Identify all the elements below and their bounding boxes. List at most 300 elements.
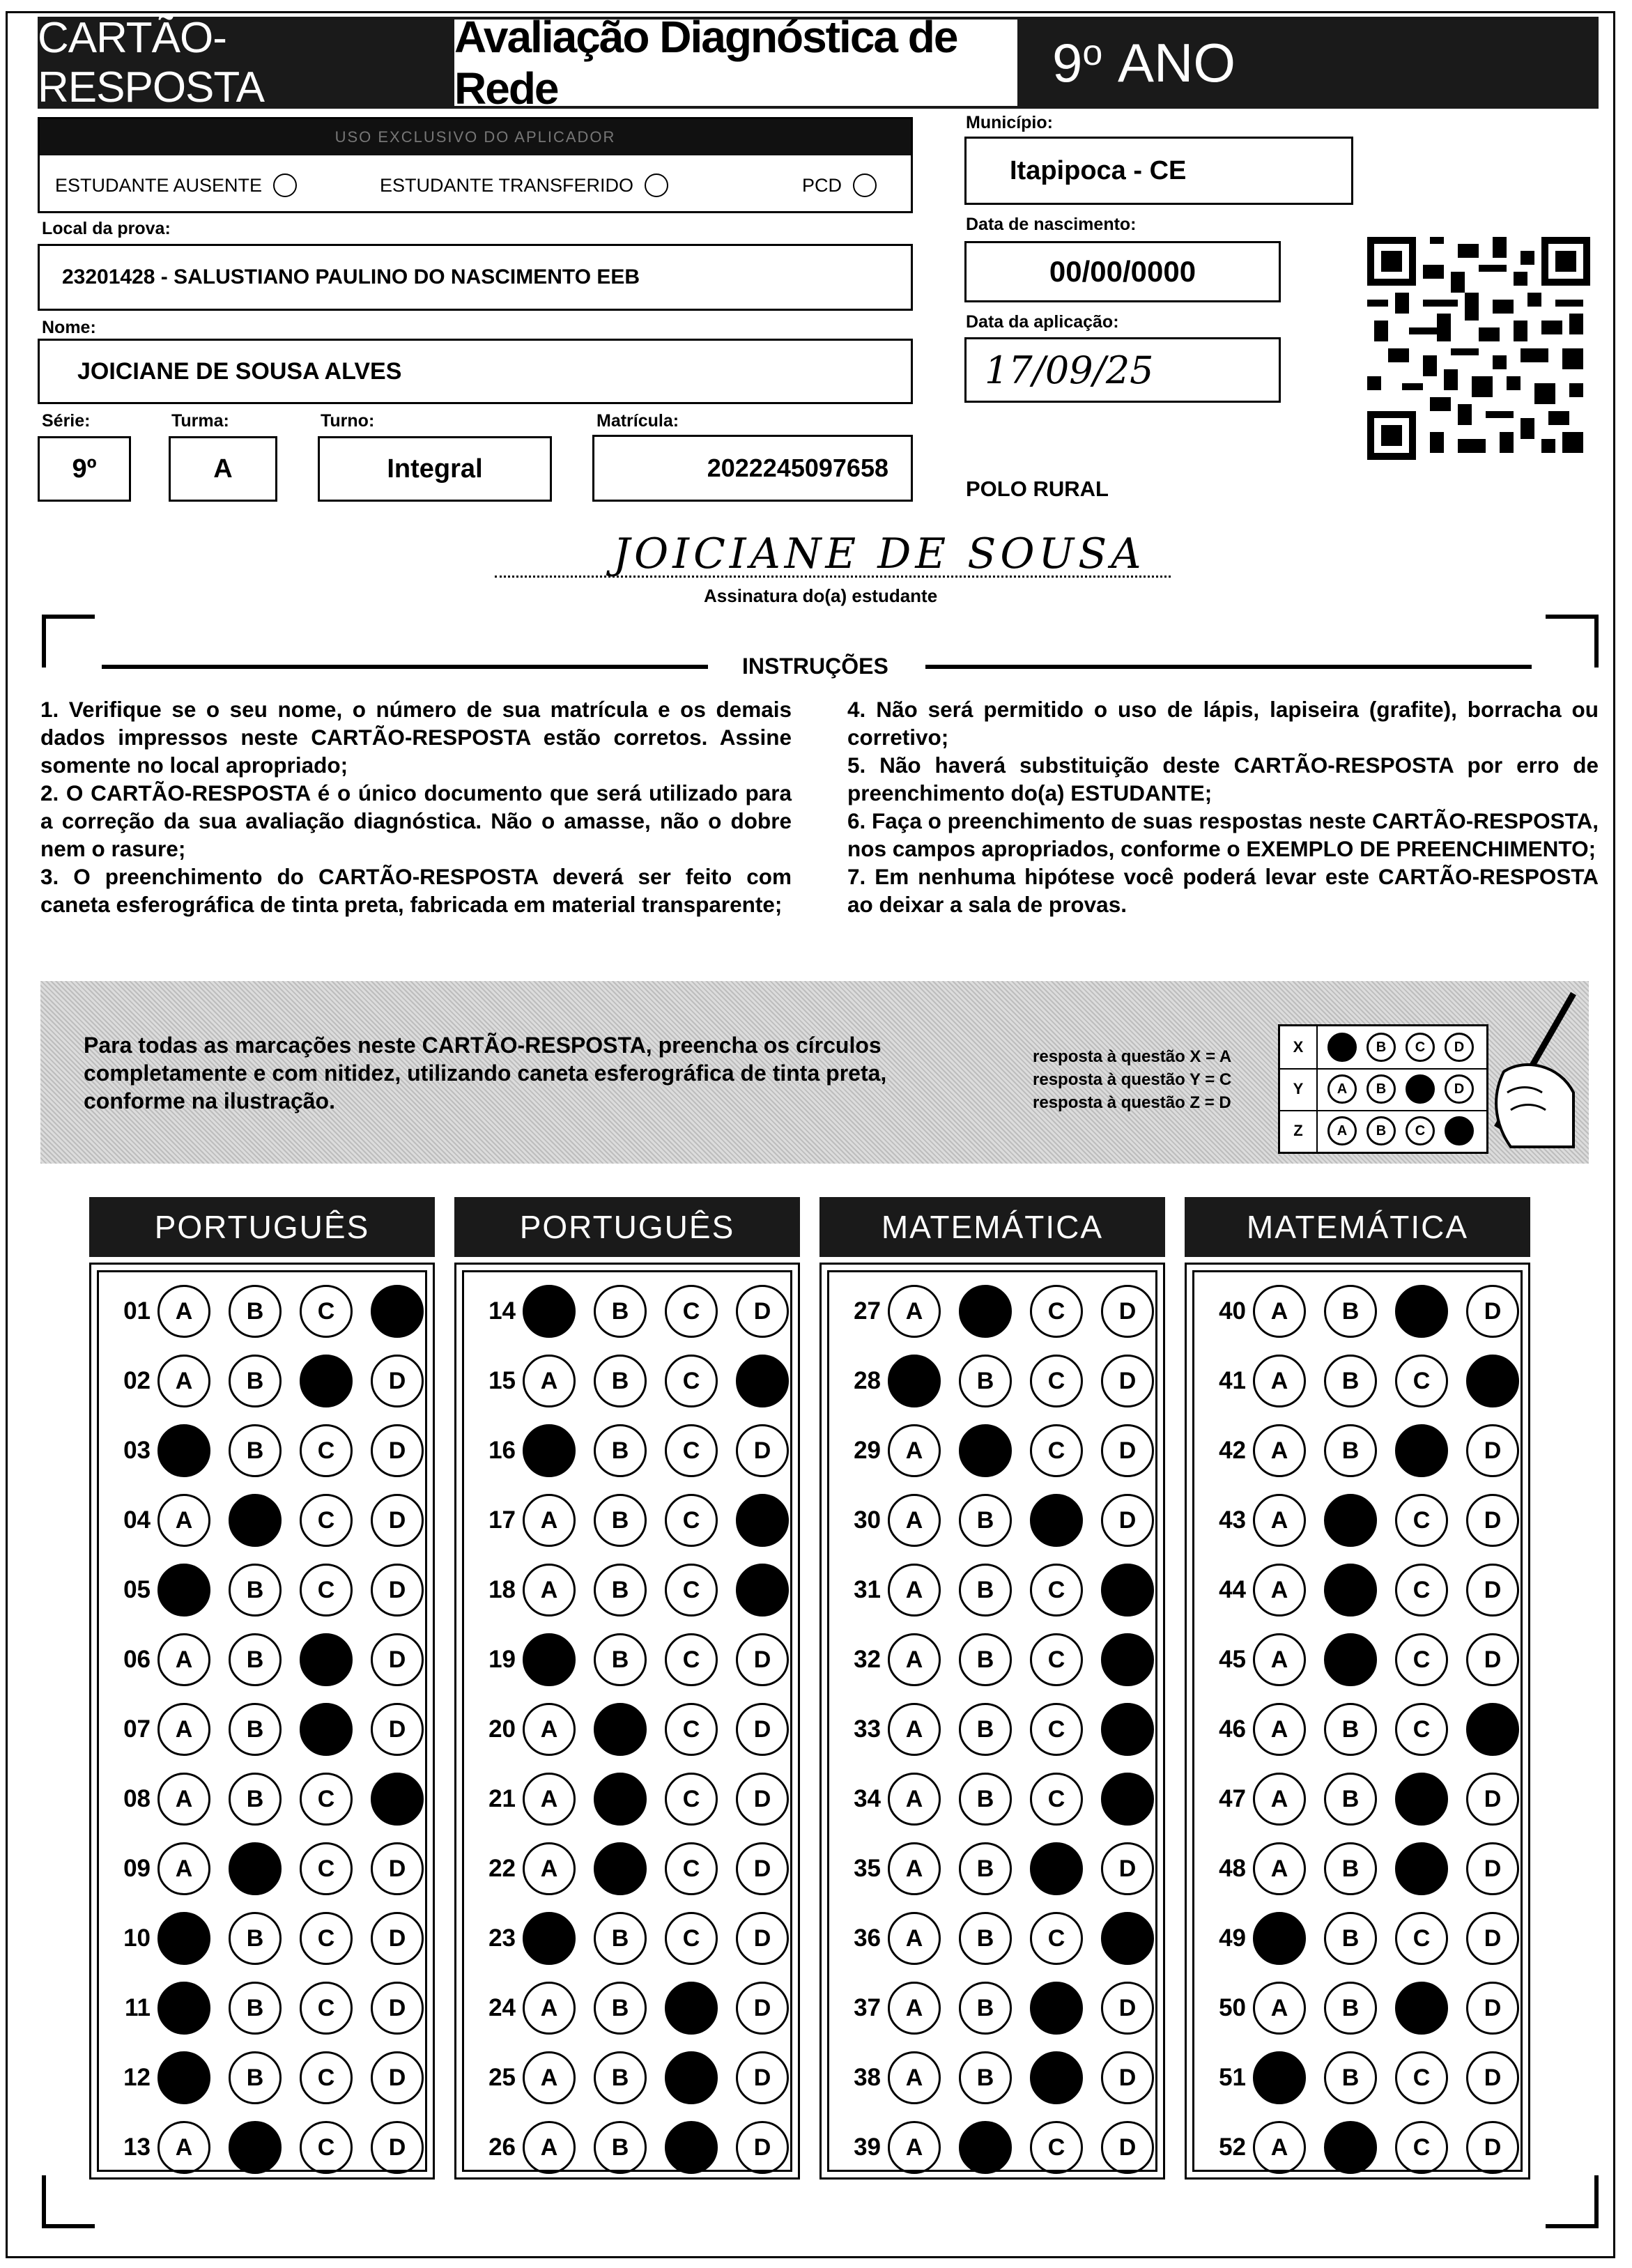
answer-bubble-c[interactable]: C	[1030, 1982, 1083, 2035]
answer-bubble-d[interactable]: D	[371, 1982, 424, 2035]
answer-bubble-d[interactable]: D	[1101, 2121, 1154, 2174]
answer-bubble-a[interactable]: A	[888, 1424, 941, 1477]
answer-bubble-c[interactable]: C	[665, 1842, 718, 1895]
answer-bubble-c[interactable]: C	[665, 1633, 718, 1686]
answer-bubble-d[interactable]: D	[736, 1285, 789, 1338]
answer-bubble-c[interactable]: C	[665, 1703, 718, 1756]
question-row	[1194, 1768, 1519, 1830]
answer-bubble-c[interactable]: C	[1030, 1355, 1083, 1407]
answer-bubble-a[interactable]: A	[1253, 1564, 1306, 1617]
answer-bubble-a[interactable]: A	[1253, 1355, 1306, 1407]
answer-bubble-a[interactable]: A	[888, 1912, 941, 1965]
answer-bubble-d[interactable]: D	[1101, 1842, 1154, 1895]
answer-bubble-a[interactable]: A	[157, 1494, 210, 1547]
question-number: 38	[854, 2064, 881, 2091]
serie-field	[38, 436, 131, 502]
answer-bubble-b[interactable]: B	[594, 1842, 647, 1895]
question-number: 42	[1219, 1437, 1246, 1464]
example-row	[1280, 1068, 1486, 1111]
fill-example-text: Para todas as marcações neste CARTÃO-RESPOSTA, preencha os círculos completamente e com nitidez, utilizando caneta esferográfica de tinta preta, conforme na ilustração.	[84, 1033, 887, 1113]
answer-bubble-a[interactable]: A	[1253, 1842, 1306, 1895]
answer-bubble-a[interactable]: A	[888, 1494, 941, 1547]
answer-bubble-c[interactable]: C	[300, 1982, 353, 2035]
question-number: 34	[854, 1785, 881, 1812]
answer-bubble-a[interactable]: A	[523, 2121, 576, 2174]
answer-bubble-d[interactable]: D	[736, 1842, 789, 1895]
answer-bubble-d[interactable]: D	[1101, 1285, 1154, 1338]
question-row	[829, 1699, 1154, 1760]
question-row	[99, 1490, 424, 1551]
birthdate-value: 00/00/0000	[1049, 255, 1196, 288]
answer-bubble-b[interactable]: B	[959, 1982, 1012, 2035]
answer-bubble-a[interactable]: A	[523, 1285, 576, 1338]
card-title: CARTÃO-RESPOSTA	[38, 17, 452, 109]
answer-bubble-b[interactable]: B	[594, 2121, 647, 2174]
answer-bubble-c[interactable]: C	[1395, 1424, 1448, 1477]
answer-bubble-a[interactable]: A	[1253, 1703, 1306, 1756]
answer-bubble-a[interactable]: A	[157, 1355, 210, 1407]
answer-bubble-b[interactable]: B	[959, 1912, 1012, 1965]
answer-bubble-a[interactable]: A	[157, 1773, 210, 1826]
answer-bubble-a[interactable]: A	[157, 1285, 210, 1338]
birthdate-label: Data de nascimento:	[966, 215, 1137, 234]
answer-bubble-d[interactable]: D	[1466, 1494, 1519, 1547]
answer-bubble-d[interactable]: D	[736, 2121, 789, 2174]
answer-bubble-c[interactable]: C	[1030, 2121, 1083, 2174]
answer-bubble-b[interactable]: B	[1324, 1982, 1377, 2035]
grade-ordinal: o	[1082, 33, 1103, 73]
answer-bubble-b[interactable]: B	[594, 1912, 647, 1965]
answer-bubble-a[interactable]: A	[157, 1982, 210, 2035]
signature-line	[495, 576, 1171, 578]
answer-bubble-b[interactable]: B	[594, 1285, 647, 1338]
answer-bubble-a[interactable]: A	[1253, 1773, 1306, 1826]
answer-bubble-c[interactable]: C	[300, 2121, 353, 2174]
answer-bubble-d[interactable]: D	[736, 1494, 789, 1547]
question-row	[99, 1768, 424, 1830]
answer-bubble-b[interactable]: B	[959, 1494, 1012, 1547]
answer-bubble-a[interactable]: A	[1253, 1424, 1306, 1477]
question-row	[1194, 2047, 1519, 2108]
answer-panel-inner	[827, 1270, 1157, 2172]
answer-bubble-d[interactable]: D	[1101, 1355, 1154, 1407]
answer-bubble-b[interactable]: B	[229, 1355, 282, 1407]
answer-bubble-c[interactable]: C	[1395, 1842, 1448, 1895]
answer-bubble-c[interactable]: C	[1030, 1633, 1083, 1686]
birthdate-field	[964, 241, 1281, 302]
answer-bubble-d[interactable]: D	[1466, 1982, 1519, 2035]
answer-bubble-a[interactable]: A	[523, 1494, 576, 1547]
answer-bubble-a[interactable]: A	[888, 1703, 941, 1756]
answer-bubble-d[interactable]: D	[736, 1633, 789, 1686]
answer-bubble-b[interactable]: B	[229, 2121, 282, 2174]
answer-bubble-c[interactable]: C	[1030, 1285, 1083, 1338]
answer-bubble-d[interactable]: D	[1466, 1355, 1519, 1407]
question-number: 36	[854, 1924, 881, 1952]
answer-bubble-b[interactable]: B	[959, 1285, 1012, 1338]
answer-bubble-b[interactable]: B	[959, 1842, 1012, 1895]
section-header: MATEMÁTICA	[1185, 1197, 1530, 1257]
answer-bubble-b[interactable]: B	[1324, 1842, 1377, 1895]
answer-bubble-b[interactable]: B	[1324, 1912, 1377, 1965]
answer-bubble-a[interactable]: A	[523, 1633, 576, 1686]
answer-bubble-c[interactable]: C	[1395, 1912, 1448, 1965]
answer-bubble-b[interactable]: B	[1324, 1773, 1377, 1826]
answer-bubble-c[interactable]: C	[300, 1912, 353, 1965]
answer-bubble-a[interactable]: A	[888, 1633, 941, 1686]
polo-label: POLO RURAL	[966, 477, 1109, 501]
answer-bubble-a[interactable]: A	[888, 2121, 941, 2174]
matricula-label: Matrícula:	[596, 411, 679, 431]
transferred-bubble[interactable]	[645, 173, 668, 197]
answer-bubble-c[interactable]: C	[1395, 1703, 1448, 1756]
answer-bubble-d[interactable]: D	[371, 1773, 424, 1826]
answer-bubble-c[interactable]: C	[665, 1355, 718, 1407]
answer-bubble-b[interactable]: B	[229, 1703, 282, 1756]
answer-bubble-a[interactable]: A	[523, 1773, 576, 1826]
answer-bubble-c[interactable]: C	[1395, 1355, 1448, 1407]
turno-field	[318, 436, 552, 502]
answer-bubble-c[interactable]: C	[1030, 1564, 1083, 1617]
answer-bubble-b[interactable]: B	[1324, 1355, 1377, 1407]
answer-bubble-d[interactable]: D	[1466, 1633, 1519, 1686]
answer-bubble-a[interactable]: A	[523, 1912, 576, 1965]
applicator-box	[38, 117, 913, 213]
answer-bubble-a[interactable]: A	[523, 1424, 576, 1477]
answer-bubble-a[interactable]: A	[523, 1842, 576, 1895]
student-signature: JOICIANE DE SOUSA	[613, 530, 1146, 578]
answer-bubble-a[interactable]: A	[157, 1842, 210, 1895]
answer-bubble-a[interactable]: A	[888, 1842, 941, 1895]
answer-bubble-d[interactable]: D	[1101, 1633, 1154, 1686]
answer-bubble-c[interactable]: C	[300, 2051, 353, 2104]
answer-bubble-b[interactable]: B	[229, 1424, 282, 1477]
question-row	[1194, 1629, 1519, 1690]
answer-bubble-d[interactable]: D	[371, 1355, 424, 1407]
pcd-bubble[interactable]	[853, 173, 877, 197]
answer-bubble-c[interactable]: C	[1395, 1285, 1448, 1338]
answer-bubble-a[interactable]: A	[523, 1564, 576, 1617]
answer-bubble-b[interactable]: B	[229, 1912, 282, 1965]
example-bubble-d: D	[1445, 1116, 1474, 1145]
question-number: 41	[1219, 1367, 1246, 1394]
answer-bubble-a[interactable]: A	[157, 1703, 210, 1756]
question-row	[464, 1281, 789, 1342]
answer-bubble-c[interactable]: C	[1030, 1703, 1083, 1756]
answer-bubble-b[interactable]: B	[594, 1564, 647, 1617]
question-number: 31	[854, 1576, 881, 1603]
question-number: 48	[1219, 1855, 1246, 1882]
answer-bubble-b[interactable]: B	[594, 1424, 647, 1477]
answer-bubble-d[interactable]: D	[1466, 1842, 1519, 1895]
answer-bubble-c[interactable]: C	[300, 1633, 353, 1686]
example-bubble-a: A	[1327, 1116, 1357, 1145]
answer-panel-inner	[1192, 1270, 1523, 2172]
answer-bubble-b[interactable]: B	[959, 1703, 1012, 1756]
answer-bubble-b[interactable]: B	[1324, 1424, 1377, 1477]
question-number: 37	[854, 1994, 881, 2021]
grade-word: ANO	[1117, 31, 1236, 93]
question-number: 06	[123, 1646, 151, 1673]
answer-bubble-a[interactable]: A	[157, 1564, 210, 1617]
question-number: 44	[1219, 1576, 1246, 1603]
question-number: 24	[488, 1994, 516, 2021]
answer-bubble-c[interactable]: C	[1395, 1982, 1448, 2035]
answer-bubble-d[interactable]: D	[1101, 2051, 1154, 2104]
answer-bubble-d[interactable]: D	[371, 1912, 424, 1965]
answer-bubble-d[interactable]: D	[1466, 1564, 1519, 1617]
answer-bubble-a[interactable]: A	[157, 2051, 210, 2104]
answer-bubble-c[interactable]: C	[300, 1773, 353, 1826]
answer-bubble-b[interactable]: B	[229, 1842, 282, 1895]
answer-bubble-c[interactable]: C	[1030, 1842, 1083, 1895]
answer-bubble-d[interactable]: D	[1466, 1912, 1519, 1965]
answer-bubble-a[interactable]: A	[523, 1982, 576, 2035]
answer-bubble-d[interactable]: D	[371, 1285, 424, 1338]
answer-bubble-b[interactable]: B	[594, 1703, 647, 1756]
question-row	[99, 1699, 424, 1760]
answer-bubble-c[interactable]: C	[1030, 1912, 1083, 1965]
answer-bubble-c[interactable]: C	[665, 1424, 718, 1477]
answer-bubble-b[interactable]: B	[959, 2121, 1012, 2174]
answer-bubble-b[interactable]: B	[959, 1564, 1012, 1617]
answer-bubble-c[interactable]: C	[665, 1494, 718, 1547]
answer-bubble-d[interactable]: D	[1466, 1285, 1519, 1338]
answer-bubble-c[interactable]: C	[665, 1912, 718, 1965]
question-number: 25	[488, 2064, 516, 2091]
answer-bubble-c[interactable]: C	[665, 2051, 718, 2104]
answer-bubble-a[interactable]: A	[523, 2051, 576, 2104]
answer-bubble-c[interactable]: C	[1395, 1494, 1448, 1547]
answer-bubble-c[interactable]: C	[300, 1494, 353, 1547]
instruction-item: 1. Verifique se o seu nome, o número de sua matrícula e os demais dados impressos neste CARTÃO-RESPOSTA estão corretos. Assine somente no local apropriado;	[40, 697, 792, 778]
answer-bubble-c[interactable]: C	[1395, 2051, 1448, 2104]
answer-bubble-d[interactable]: D	[371, 1633, 424, 1686]
example-row-label: Z	[1280, 1110, 1318, 1152]
answer-bubble-d[interactable]: D	[371, 2121, 424, 2174]
answer-bubble-d[interactable]: D	[1101, 1773, 1154, 1826]
answer-bubble-c[interactable]: C	[1030, 2051, 1083, 2104]
instruction-item: 3. O preenchimento do CARTÃO-RESPOSTA deverá ser feito com caneta esferográfica de tinta preta, fabricada em material transparente;	[40, 864, 792, 917]
answer-bubble-a[interactable]: A	[1253, 2121, 1306, 2174]
answer-bubble-a[interactable]: A	[157, 1424, 210, 1477]
question-number: 32	[854, 1646, 881, 1673]
question-number: 14	[488, 1297, 516, 1325]
answer-bubble-a[interactable]: A	[888, 2051, 941, 2104]
answer-bubble-b[interactable]: B	[959, 1355, 1012, 1407]
answer-bubble-c[interactable]: C	[665, 1773, 718, 1826]
answer-bubble-b[interactable]: B	[1324, 1285, 1377, 1338]
answer-bubble-a[interactable]: A	[1253, 1633, 1306, 1686]
answer-bubble-a[interactable]: A	[1253, 1494, 1306, 1547]
exam-title: Avaliação Diagnóstica de Rede	[452, 17, 1020, 109]
absent-bubble[interactable]	[273, 173, 297, 197]
answer-bubble-a[interactable]: A	[1253, 1285, 1306, 1338]
question-number: 33	[854, 1715, 881, 1743]
answer-bubble-b[interactable]: B	[959, 1424, 1012, 1477]
answer-bubble-d[interactable]: D	[371, 1424, 424, 1477]
answer-bubble-d[interactable]: D	[371, 2051, 424, 2104]
instruction-item: 4. Não será permitido o uso de lápis, lapiseira (grafite), borracha ou corretivo;	[847, 697, 1599, 750]
question-number: 19	[488, 1646, 516, 1673]
answer-bubble-d[interactable]: D	[1101, 1912, 1154, 1965]
example-row	[1280, 1026, 1486, 1070]
absent-option[interactable]	[55, 173, 297, 197]
answer-bubble-b[interactable]: B	[229, 1982, 282, 2035]
question-row	[99, 1420, 424, 1481]
question-number: 40	[1219, 1297, 1246, 1325]
answer-bubble-d[interactable]: D	[736, 1424, 789, 1477]
answer-bubble-a[interactable]: A	[523, 1355, 576, 1407]
answer-bubble-d[interactable]: D	[736, 1355, 789, 1407]
answer-bubble-b[interactable]: B	[594, 1633, 647, 1686]
answer-bubble-d[interactable]: D	[1101, 1494, 1154, 1547]
signature-label: Assinatura do(a) estudante	[704, 585, 938, 606]
answer-bubble-c[interactable]: C	[665, 1285, 718, 1338]
answer-bubble-b[interactable]: B	[229, 1773, 282, 1826]
question-row	[464, 1908, 789, 1969]
question-number: 27	[854, 1297, 881, 1325]
example-bubble-c: C	[1406, 1033, 1435, 1062]
answer-bubble-d[interactable]: D	[371, 1564, 424, 1617]
answer-bubble-a[interactable]: A	[157, 2121, 210, 2174]
answer-bubble-c[interactable]: C	[300, 1355, 353, 1407]
answer-bubble-b[interactable]: B	[229, 1564, 282, 1617]
answer-bubble-d[interactable]: D	[1101, 1703, 1154, 1756]
answer-bubble-a[interactable]: A	[523, 1703, 576, 1756]
question-number: 17	[488, 1506, 516, 1534]
question-row	[464, 1838, 789, 1899]
answer-bubble-c[interactable]: C	[1395, 2121, 1448, 2174]
answer-bubble-a[interactable]: A	[1253, 2051, 1306, 2104]
answer-bubble-b[interactable]: B	[1324, 1564, 1377, 1617]
question-row	[829, 2047, 1154, 2108]
answer-bubble-b[interactable]: B	[1324, 2121, 1377, 2174]
question-row	[829, 1559, 1154, 1621]
question-number: 49	[1219, 1924, 1246, 1952]
answer-bubble-d[interactable]: D	[1466, 1773, 1519, 1826]
answer-bubble-c[interactable]: C	[1395, 1773, 1448, 1826]
answer-bubble-b[interactable]: B	[1324, 2051, 1377, 2104]
answer-bubble-b[interactable]: B	[594, 1773, 647, 1826]
answer-bubble-d[interactable]: D	[1466, 1703, 1519, 1756]
answer-bubble-c[interactable]: C	[665, 2121, 718, 2174]
answer-bubble-d[interactable]: D	[1466, 2051, 1519, 2104]
answer-bubble-c[interactable]: C	[300, 1424, 353, 1477]
answer-bubble-d[interactable]: D	[1466, 2121, 1519, 2174]
question-row	[464, 1420, 789, 1481]
answer-bubble-c[interactable]: C	[665, 1982, 718, 2035]
question-number: 26	[488, 2134, 516, 2161]
answer-bubble-b[interactable]: B	[594, 1494, 647, 1547]
answer-bubble-c[interactable]: C	[665, 1564, 718, 1617]
turma-value: A	[213, 454, 233, 484]
answer-bubble-d[interactable]: D	[371, 1703, 424, 1756]
answer-bubble-b[interactable]: B	[959, 1633, 1012, 1686]
answer-bubble-d[interactable]: D	[736, 2051, 789, 2104]
example-bubble-c: C	[1406, 1116, 1435, 1145]
answer-bubble-a[interactable]: A	[1253, 1982, 1306, 2035]
answer-bubble-d[interactable]: D	[371, 1842, 424, 1895]
question-row	[1194, 1908, 1519, 1969]
answer-bubble-c[interactable]: C	[1030, 1424, 1083, 1477]
answer-bubble-b[interactable]: B	[1324, 1494, 1377, 1547]
answer-bubble-d[interactable]: D	[736, 1982, 789, 2035]
question-number: 30	[854, 1506, 881, 1534]
question-number: 20	[488, 1715, 516, 1743]
transferred-option[interactable]	[380, 173, 668, 197]
answer-bubble-a[interactable]: A	[1253, 1912, 1306, 1965]
question-row	[99, 1559, 424, 1621]
question-row	[464, 1350, 789, 1412]
answer-bubble-c[interactable]: C	[300, 1564, 353, 1617]
answer-bubble-b[interactable]: B	[959, 2051, 1012, 2104]
answer-bubble-b[interactable]: B	[1324, 1633, 1377, 1686]
answer-bubble-b[interactable]: B	[594, 1355, 647, 1407]
answer-bubble-b[interactable]: B	[1324, 1703, 1377, 1756]
answer-bubble-d[interactable]: D	[1101, 1424, 1154, 1477]
answer-bubble-d[interactable]: D	[736, 1703, 789, 1756]
question-number: 23	[488, 1924, 516, 1952]
question-row	[464, 1977, 789, 2039]
answer-bubble-a[interactable]: A	[888, 1982, 941, 2035]
answer-bubble-c[interactable]: C	[300, 1703, 353, 1756]
answer-bubble-d[interactable]: D	[1466, 1424, 1519, 1477]
municipio-field	[964, 137, 1353, 205]
municipio-label: Município:	[966, 113, 1053, 132]
answer-bubble-a[interactable]: A	[157, 1633, 210, 1686]
answer-bubble-c[interactable]: C	[300, 1285, 353, 1338]
answer-bubble-a[interactable]: A	[888, 1564, 941, 1617]
answer-bubble-a[interactable]: A	[157, 1912, 210, 1965]
answer-bubble-b[interactable]: B	[594, 2051, 647, 2104]
question-row	[1194, 1281, 1519, 1342]
answer-bubble-a[interactable]: A	[888, 1285, 941, 1338]
question-row	[464, 1629, 789, 1690]
question-row	[829, 1281, 1154, 1342]
answer-bubble-c[interactable]: C	[1395, 1633, 1448, 1686]
answer-bubble-d[interactable]: D	[736, 1564, 789, 1617]
answer-bubble-b[interactable]: B	[229, 2051, 282, 2104]
answer-bubble-d[interactable]: D	[1101, 1982, 1154, 2035]
answer-panel-inner	[97, 1270, 427, 2172]
answer-bubble-a[interactable]: A	[888, 1355, 941, 1407]
local-value: 23201428 - SALUSTIANO PAULINO DO NASCIMENTO EEB	[62, 265, 640, 288]
answer-bubble-d[interactable]: D	[736, 1912, 789, 1965]
answer-bubble-b[interactable]: B	[229, 1494, 282, 1547]
example-bubble-b: B	[1367, 1116, 1396, 1145]
answer-bubble-b[interactable]: B	[229, 1633, 282, 1686]
pcd-option[interactable]	[802, 173, 877, 197]
instruction-item: 6. Faça o preenchimento de suas respostas neste CARTÃO-RESPOSTA, nos campos apropriados, conforme o EXEMPLO DE PREENCHIMENTO;	[847, 808, 1599, 861]
serie-value: 9º	[72, 454, 97, 484]
answer-bubble-b[interactable]: B	[229, 1285, 282, 1338]
matricula-value: 2022245097658	[707, 454, 888, 482]
answer-bubble-c[interactable]: C	[1030, 1773, 1083, 1826]
answer-bubble-c[interactable]: C	[1030, 1494, 1083, 1547]
answer-bubble-a[interactable]: A	[888, 1773, 941, 1826]
answer-bubble-c[interactable]: C	[1395, 1564, 1448, 1617]
absent-label: ESTUDANTE AUSENTE	[55, 174, 263, 196]
answer-bubble-d[interactable]: D	[1101, 1564, 1154, 1617]
answer-bubble-b[interactable]: B	[594, 1982, 647, 2035]
answer-bubble-d[interactable]: D	[736, 1773, 789, 1826]
example-bubble-a: A	[1327, 1033, 1357, 1062]
answer-bubble-d[interactable]: D	[371, 1494, 424, 1547]
example-row	[1280, 1110, 1486, 1152]
answer-bubble-b[interactable]: B	[959, 1773, 1012, 1826]
answer-bubble-c[interactable]: C	[300, 1842, 353, 1895]
